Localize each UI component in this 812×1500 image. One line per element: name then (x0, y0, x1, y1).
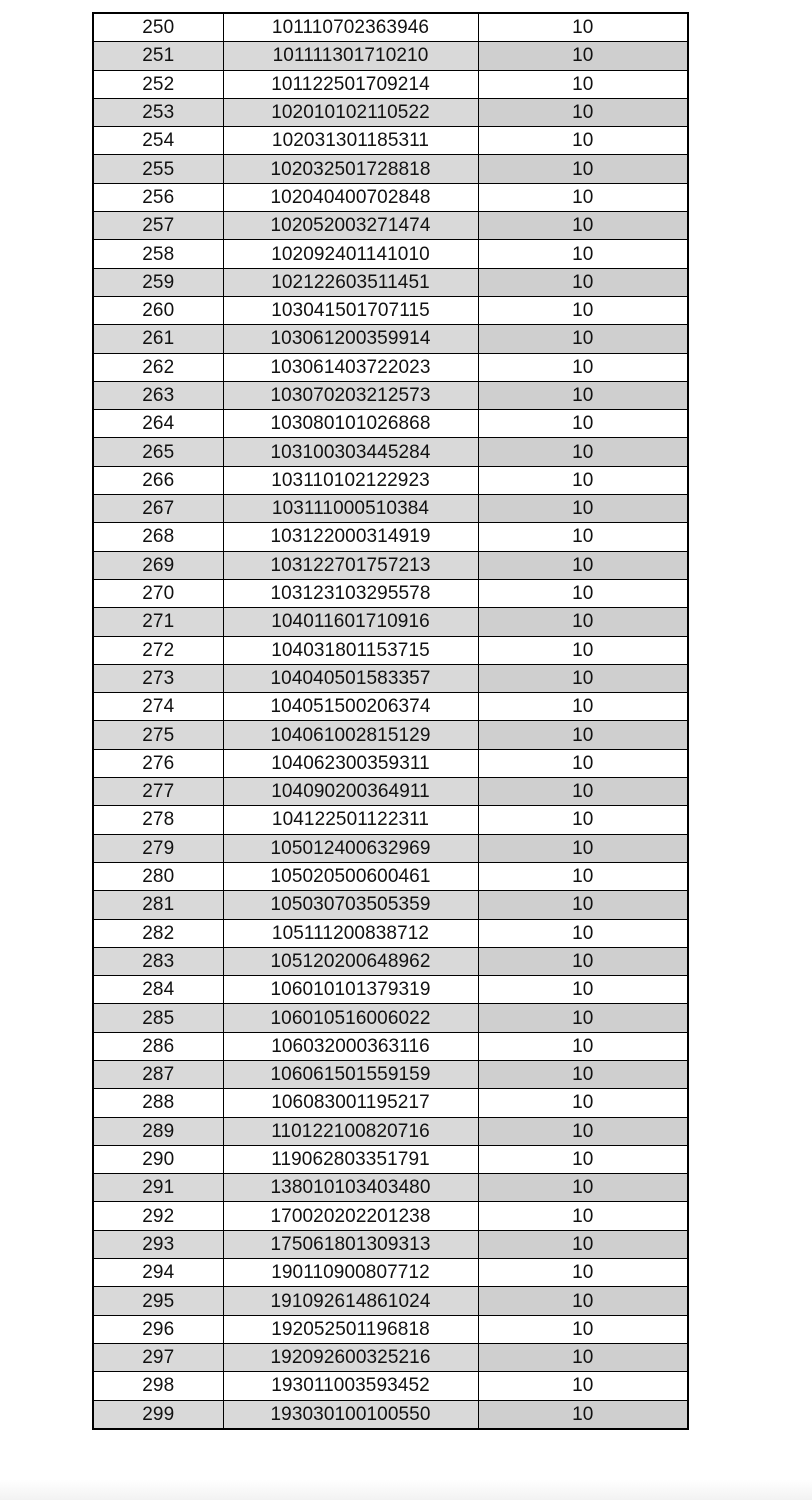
table-row (93, 13, 688, 42)
row-index-cell: 299 (93, 1400, 223, 1429)
row-index-cell: 286 (93, 1032, 223, 1060)
table-row (93, 1174, 688, 1202)
table-row (93, 1202, 688, 1230)
table-row (93, 212, 688, 240)
row-value-cell: 10 (478, 13, 688, 42)
row-code-cell: 102040400702848 (223, 183, 478, 211)
row-code-cell: 102122603511451 (223, 268, 478, 296)
row-code-cell: 101122501709214 (223, 70, 478, 98)
row-index-cell: 271 (93, 608, 223, 636)
row-value-cell: 10 (478, 325, 688, 353)
row-code-cell: 103123103295578 (223, 579, 478, 607)
row-code-cell: 170020202201238 (223, 1202, 478, 1230)
row-code-cell: 101110702363946 (223, 13, 478, 42)
table-row (93, 1315, 688, 1343)
table-row (93, 1145, 688, 1173)
row-index-cell: 291 (93, 1174, 223, 1202)
row-index-cell: 295 (93, 1287, 223, 1315)
row-index-cell: 284 (93, 976, 223, 1004)
row-index-cell: 289 (93, 1117, 223, 1145)
row-index-cell: 292 (93, 1202, 223, 1230)
table-row (93, 1343, 688, 1371)
row-index-cell: 282 (93, 919, 223, 947)
row-code-cell: 106010101379319 (223, 976, 478, 1004)
row-value-cell: 10 (478, 240, 688, 268)
table-row (93, 749, 688, 777)
table-row (93, 1032, 688, 1060)
row-value-cell: 10 (478, 1174, 688, 1202)
row-value-cell: 10 (478, 381, 688, 409)
row-index-cell: 276 (93, 749, 223, 777)
data-table (92, 12, 689, 1430)
row-value-cell: 10 (478, 693, 688, 721)
row-index-cell: 288 (93, 1089, 223, 1117)
row-value-cell: 10 (478, 976, 688, 1004)
row-value-cell: 10 (478, 410, 688, 438)
row-index-cell: 273 (93, 664, 223, 692)
row-value-cell: 10 (478, 1202, 688, 1230)
row-value-cell: 10 (478, 183, 688, 211)
table-row (93, 353, 688, 381)
row-index-cell: 293 (93, 1230, 223, 1258)
row-value-cell: 10 (478, 495, 688, 523)
row-value-cell: 10 (478, 212, 688, 240)
row-index-cell: 277 (93, 778, 223, 806)
row-index-cell: 267 (93, 495, 223, 523)
row-code-cell: 104061002815129 (223, 721, 478, 749)
row-value-cell: 10 (478, 1230, 688, 1258)
table-row (93, 155, 688, 183)
row-code-cell: 103110102122923 (223, 466, 478, 494)
row-code-cell: 103122000314919 (223, 523, 478, 551)
row-index-cell: 285 (93, 1004, 223, 1032)
row-index-cell: 275 (93, 721, 223, 749)
row-code-cell: 103061403722023 (223, 353, 478, 381)
row-value-cell: 10 (478, 70, 688, 98)
row-value-cell: 10 (478, 1287, 688, 1315)
row-index-cell: 279 (93, 834, 223, 862)
row-code-cell: 106061501559159 (223, 1060, 478, 1088)
row-code-cell: 104062300359311 (223, 749, 478, 777)
table-row (93, 466, 688, 494)
row-value-cell: 10 (478, 127, 688, 155)
row-index-cell: 251 (93, 42, 223, 70)
row-index-cell: 262 (93, 353, 223, 381)
row-index-cell: 281 (93, 891, 223, 919)
row-value-cell: 10 (478, 1400, 688, 1429)
row-value-cell: 10 (478, 664, 688, 692)
row-index-cell: 269 (93, 551, 223, 579)
row-value-cell: 10 (478, 947, 688, 975)
row-code-cell: 192092600325216 (223, 1343, 478, 1371)
row-value-cell: 10 (478, 608, 688, 636)
row-value-cell: 10 (478, 268, 688, 296)
row-index-cell: 290 (93, 1145, 223, 1173)
table-row (93, 976, 688, 1004)
row-index-cell: 283 (93, 947, 223, 975)
table-row (93, 325, 688, 353)
row-index-cell: 254 (93, 127, 223, 155)
row-index-cell: 297 (93, 1343, 223, 1371)
row-index-cell: 253 (93, 98, 223, 126)
row-code-cell: 104011601710916 (223, 608, 478, 636)
row-code-cell: 138010103403480 (223, 1174, 478, 1202)
row-code-cell: 102092401141010 (223, 240, 478, 268)
row-value-cell: 10 (478, 1145, 688, 1173)
table-row (93, 1259, 688, 1287)
table-row (93, 1117, 688, 1145)
row-value-cell: 10 (478, 1315, 688, 1343)
row-code-cell: 103061200359914 (223, 325, 478, 353)
row-code-cell: 105020500600461 (223, 862, 478, 890)
table-row (93, 127, 688, 155)
row-value-cell: 10 (478, 1343, 688, 1371)
row-index-cell: 257 (93, 212, 223, 240)
row-code-cell: 101111301710210 (223, 42, 478, 70)
row-code-cell: 191092614861024 (223, 1287, 478, 1315)
row-code-cell: 104051500206374 (223, 693, 478, 721)
row-index-cell: 280 (93, 862, 223, 890)
row-code-cell: 102052003271474 (223, 212, 478, 240)
row-code-cell: 193030100100550 (223, 1400, 478, 1429)
table-row (93, 1004, 688, 1032)
row-value-cell: 10 (478, 466, 688, 494)
row-value-cell: 10 (478, 1117, 688, 1145)
row-code-cell: 105030703505359 (223, 891, 478, 919)
row-code-cell: 190110900807712 (223, 1259, 478, 1287)
row-code-cell: 119062803351791 (223, 1145, 478, 1173)
table-row (93, 296, 688, 324)
row-index-cell: 259 (93, 268, 223, 296)
row-index-cell: 263 (93, 381, 223, 409)
row-value-cell: 10 (478, 778, 688, 806)
table-row (93, 98, 688, 126)
row-value-cell: 10 (478, 1060, 688, 1088)
table-row (93, 579, 688, 607)
row-code-cell: 106032000363116 (223, 1032, 478, 1060)
row-code-cell: 104031801153715 (223, 636, 478, 664)
row-value-cell: 10 (478, 749, 688, 777)
table-row (93, 1089, 688, 1117)
table-row (93, 947, 688, 975)
row-index-cell: 265 (93, 438, 223, 466)
row-index-cell: 296 (93, 1315, 223, 1343)
row-value-cell: 10 (478, 636, 688, 664)
row-code-cell: 103111000510384 (223, 495, 478, 523)
row-index-cell: 298 (93, 1372, 223, 1400)
table-row (93, 240, 688, 268)
row-code-cell: 103122701757213 (223, 551, 478, 579)
row-value-cell: 10 (478, 551, 688, 579)
row-index-cell: 266 (93, 466, 223, 494)
table-row (93, 1230, 688, 1258)
row-code-cell: 104122501122311 (223, 806, 478, 834)
row-code-cell: 102031301185311 (223, 127, 478, 155)
row-value-cell: 10 (478, 42, 688, 70)
row-value-cell: 10 (478, 1032, 688, 1060)
row-value-cell: 10 (478, 834, 688, 862)
table-row (93, 410, 688, 438)
row-code-cell: 193011003593452 (223, 1372, 478, 1400)
row-value-cell: 10 (478, 1259, 688, 1287)
row-index-cell: 268 (93, 523, 223, 551)
row-code-cell: 106083001195217 (223, 1089, 478, 1117)
row-index-cell: 252 (93, 70, 223, 98)
table-row (93, 551, 688, 579)
table-row (93, 834, 688, 862)
row-value-cell: 10 (478, 353, 688, 381)
table-row (93, 523, 688, 551)
table-row (93, 495, 688, 523)
row-code-cell: 105120200648962 (223, 947, 478, 975)
row-value-cell: 10 (478, 579, 688, 607)
row-code-cell: 175061801309313 (223, 1230, 478, 1258)
table-row (93, 891, 688, 919)
table-row (93, 806, 688, 834)
row-index-cell: 261 (93, 325, 223, 353)
row-value-cell: 10 (478, 721, 688, 749)
table-row (93, 1287, 688, 1315)
row-value-cell: 10 (478, 919, 688, 947)
row-value-cell: 10 (478, 1004, 688, 1032)
row-value-cell: 10 (478, 862, 688, 890)
row-code-cell: 104090200364911 (223, 778, 478, 806)
table-row (93, 381, 688, 409)
row-code-cell: 103041501707115 (223, 296, 478, 324)
row-value-cell: 10 (478, 98, 688, 126)
row-index-cell: 270 (93, 579, 223, 607)
row-index-cell: 287 (93, 1060, 223, 1088)
row-code-cell: 103100303445284 (223, 438, 478, 466)
row-index-cell: 260 (93, 296, 223, 324)
row-index-cell: 274 (93, 693, 223, 721)
table-row (93, 268, 688, 296)
row-code-cell: 192052501196818 (223, 1315, 478, 1343)
table-row (93, 1372, 688, 1400)
table-row (93, 862, 688, 890)
row-code-cell: 110122100820716 (223, 1117, 478, 1145)
row-value-cell: 10 (478, 438, 688, 466)
row-value-cell: 10 (478, 1089, 688, 1117)
row-index-cell: 272 (93, 636, 223, 664)
table-row (93, 1400, 688, 1429)
row-code-cell: 103080101026868 (223, 410, 478, 438)
table-row (93, 70, 688, 98)
row-value-cell: 10 (478, 296, 688, 324)
table-row (93, 721, 688, 749)
row-value-cell: 10 (478, 891, 688, 919)
table-row (93, 183, 688, 211)
page-bottom-edge (0, 1480, 812, 1500)
table-row (93, 693, 688, 721)
row-index-cell: 294 (93, 1259, 223, 1287)
table-body (93, 13, 688, 1429)
row-index-cell: 255 (93, 155, 223, 183)
row-code-cell: 105111200838712 (223, 919, 478, 947)
row-code-cell: 105012400632969 (223, 834, 478, 862)
row-code-cell: 103070203212573 (223, 381, 478, 409)
table-row (93, 636, 688, 664)
row-code-cell: 102032501728818 (223, 155, 478, 183)
table-row (93, 919, 688, 947)
row-value-cell: 10 (478, 1372, 688, 1400)
row-index-cell: 278 (93, 806, 223, 834)
table-row (93, 608, 688, 636)
row-index-cell: 256 (93, 183, 223, 211)
table-row (93, 42, 688, 70)
row-value-cell: 10 (478, 523, 688, 551)
row-index-cell: 258 (93, 240, 223, 268)
table-row (93, 778, 688, 806)
row-code-cell: 102010102110522 (223, 98, 478, 126)
row-index-cell: 250 (93, 13, 223, 42)
table-row (93, 664, 688, 692)
row-value-cell: 10 (478, 806, 688, 834)
row-value-cell: 10 (478, 155, 688, 183)
row-code-cell: 104040501583357 (223, 664, 478, 692)
table-row (93, 438, 688, 466)
row-code-cell: 106010516006022 (223, 1004, 478, 1032)
row-index-cell: 264 (93, 410, 223, 438)
table-row (93, 1060, 688, 1088)
